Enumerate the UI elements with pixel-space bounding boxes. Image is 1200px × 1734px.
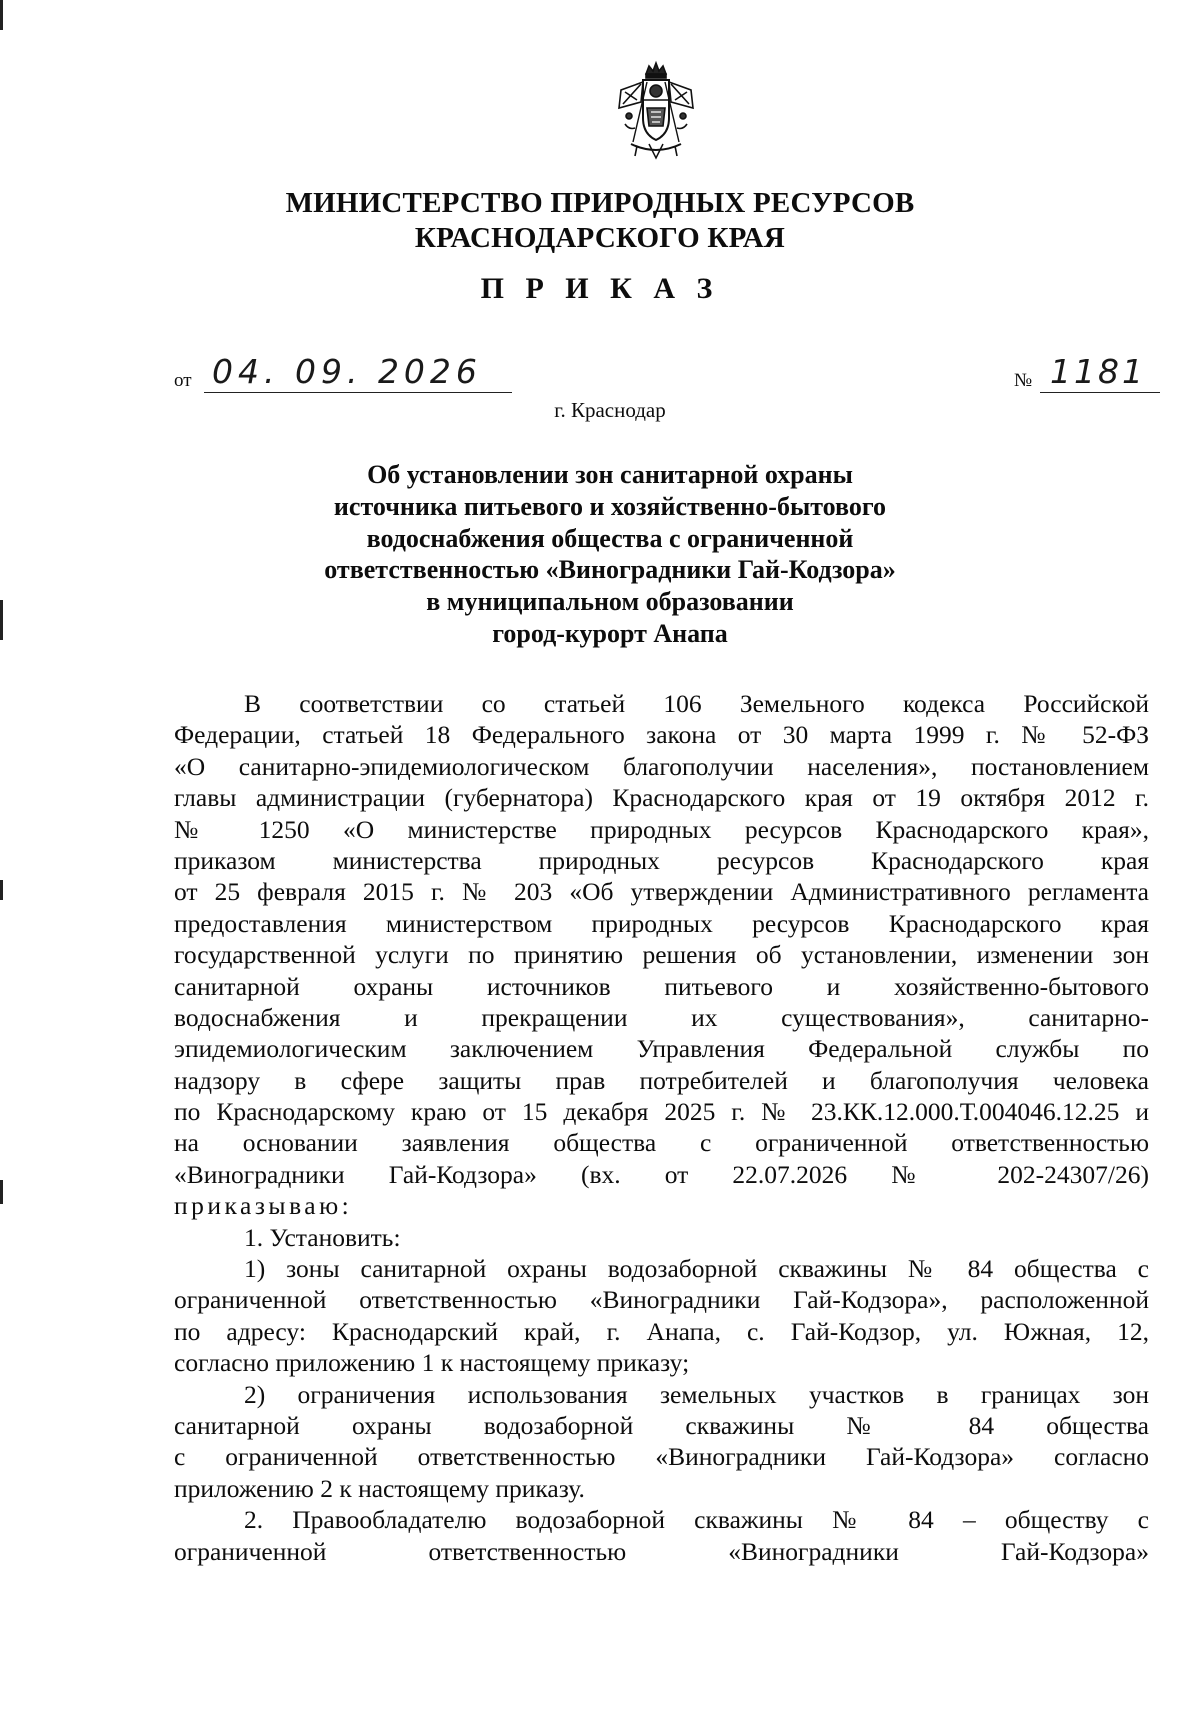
- number-sign-label: №: [1014, 370, 1033, 391]
- scan-edge-mark: [0, 880, 3, 900]
- body-line: ограниченной ответственностью «Виноградники Гай-Кодзора»: [174, 1536, 1149, 1566]
- body-line: государственной услуги по принятию решения об установлении, изменении зон: [174, 940, 1149, 970]
- body-line: «Виноградники Гай-Кодзора» (вх. от 22.07.2026 № 202-24307/26): [174, 1159, 1149, 1189]
- scan-edge-mark: [0, 0, 3, 30]
- subject-line: источника питьевого и хозяйственно-бытового: [333, 491, 887, 521]
- body-line: надзору в сфере защиты прав потребителей и благополучия человека: [174, 1065, 1149, 1095]
- krasnodar-krai-coat-of-arms-icon: [613, 60, 699, 160]
- body-line: ограниченной ответственностью «Виноградники Гай-Кодзора», расположенной: [174, 1285, 1149, 1315]
- body-line: В соответствии со статьей 106 Земельного кодекса Российской: [244, 689, 1149, 718]
- body-line: водоснабжения и прекращении их существования», санитарно-: [174, 1002, 1149, 1032]
- body-line: по адресу: Краснодарский край, г. Анапа, с. Гай-Кодзор, ул. Южная, 12,: [174, 1316, 1149, 1346]
- body-line: санитарной охраны источников питьевого и хозяйственно-бытового: [174, 971, 1149, 1001]
- subject-line: город-курорт Анапа: [492, 618, 728, 648]
- body-line: приложению 2 к настоящему приказу.: [174, 1473, 585, 1503]
- body-line: 2. Правообладателю водозаборной скважины № 84 – обществу с: [244, 1505, 1149, 1535]
- body-line: по Краснодарскому краю от 15 декабря 2025 г. № 23.КК.12.000.Т.004046.12.25 и: [174, 1097, 1149, 1127]
- body-line: 1) зоны санитарной охраны водозаборной скважины № 84 общества с: [244, 1254, 1149, 1284]
- body-line: предоставления министерством природных ресурсов Краснодарского края: [174, 908, 1149, 938]
- body-line: главы администрации (губернатора) Краснодарского края от 19 октября 2012 г.: [174, 783, 1149, 813]
- issue-city: г. Краснодар: [554, 398, 666, 422]
- ministry-name: [0, 186, 1200, 256]
- body-line: на основании заявления общества с ограниченной ответственностью: [174, 1128, 1149, 1158]
- order-date-handwritten: 04. 09. 2026: [204, 352, 512, 393]
- document-type-title: П Р И К А З: [480, 272, 720, 305]
- body-line: 1. Установить:: [244, 1222, 401, 1252]
- body-line: от 25 февраля 2015 г. № 203 «Об утверждении Административного регламента: [174, 877, 1149, 907]
- order-body-text: [174, 688, 1149, 1567]
- order-number-handwritten: 1181: [1040, 352, 1160, 393]
- subject-line: Об установлении зон санитарной охраны: [367, 460, 853, 489]
- body-line: 2) ограничения использования земельных участков в границах зон: [244, 1379, 1149, 1409]
- body-line-prikazyvayu: приказываю:: [174, 1191, 353, 1221]
- subject-line: водоснабжения общества с ограниченной: [366, 523, 854, 553]
- body-line: «О санитарно-эпидемиологическом благополучии населения», постановлением: [174, 751, 1149, 781]
- body-line: Федерации, статьей 18 Федерального закона от 30 марта 1999 г. № 52-ФЗ: [174, 720, 1149, 750]
- scan-edge-mark: [0, 1180, 3, 1204]
- ministry-name-line: КРАСНОДАРСКОГО КРАЯ: [414, 222, 786, 254]
- body-line: № 1250 «О министерстве природных ресурсов Краснодарского края»,: [174, 814, 1149, 844]
- order-date-number-row: [174, 352, 1149, 402]
- subject-line: в муниципальном образовании: [426, 587, 794, 617]
- subject-line: ответственностью «Виноградники Гай-Кодзора»: [324, 555, 896, 585]
- date-prefix-label: от: [174, 370, 192, 391]
- ministry-name-line: МИНИСТЕРСТВО ПРИРОДНЫХ РЕСУРСОВ: [285, 187, 915, 219]
- body-line: санитарной охраны водозаборной скважины № 84 общества: [174, 1410, 1149, 1440]
- order-subject-heading: [0, 459, 1200, 650]
- body-line: с ограниченной ответственностью «Виноградники Гай-Кодзора» согласно: [174, 1442, 1149, 1472]
- body-line: эпидемиологическим заключением Управления Федеральной службы по: [174, 1034, 1149, 1064]
- body-line: приказом министерства природных ресурсов Краснодарского края: [174, 845, 1149, 875]
- body-line: согласно приложению 1 к настоящему приказу;: [174, 1348, 690, 1378]
